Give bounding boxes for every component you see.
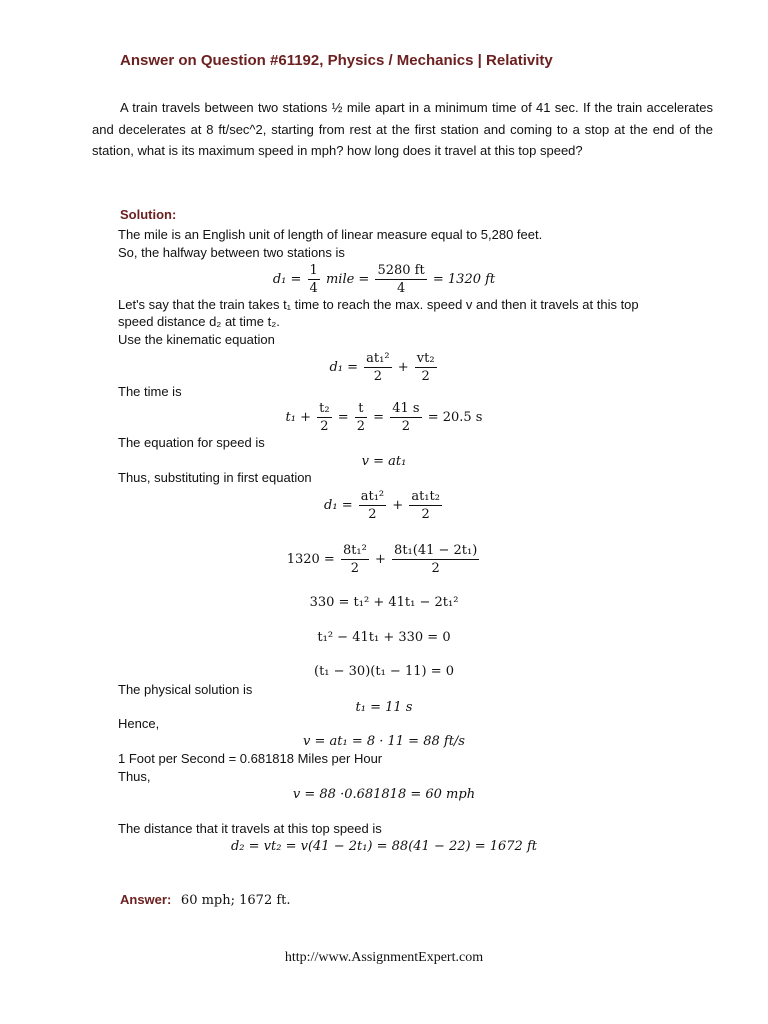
equation-mph bbox=[0, 786, 768, 804]
eq3-fraction-2 bbox=[355, 400, 367, 435]
eq1-fraction-1 bbox=[308, 262, 320, 297]
equation-substituted bbox=[0, 488, 768, 523]
eq3-equals-b: = bbox=[373, 410, 385, 425]
eq1-lhs: d₁ = bbox=[272, 272, 302, 287]
eq3-f2-num: t bbox=[355, 400, 367, 418]
physical-solution-text: The physical solution is bbox=[118, 682, 253, 697]
eq1-f2-den: 4 bbox=[396, 281, 406, 296]
eq3-f1-num: t₂ bbox=[319, 401, 330, 416]
eq6-lhs: 1320 = bbox=[286, 552, 335, 567]
eq5-f1-den: 2 bbox=[368, 507, 377, 522]
eq5-f2-num: at₁t₂ bbox=[411, 489, 440, 504]
eq3-f2-den: 2 bbox=[356, 419, 366, 434]
eq10-text: t₁ = 11 s bbox=[355, 700, 413, 715]
eq3-f1-den: 2 bbox=[320, 419, 329, 434]
answer-label: Answer: bbox=[120, 892, 172, 907]
eq5-fraction-2 bbox=[409, 488, 442, 523]
eq2-fraction-1 bbox=[364, 350, 391, 385]
eq1-rhs: = 1320 ft bbox=[432, 272, 496, 287]
substituting-text: Thus, substituting in first equation bbox=[118, 470, 312, 485]
time-text: The time is bbox=[118, 384, 182, 399]
eq11-text: v = at₁ = 8 · 11 = 88 ft/s bbox=[303, 734, 465, 749]
equation-time bbox=[0, 400, 768, 435]
eq3-rhs: = 20.5 s bbox=[427, 410, 483, 425]
equation-factored bbox=[0, 663, 768, 681]
eq2-f1-num: at₁² bbox=[366, 351, 390, 366]
eq5-f1-num: at₁² bbox=[360, 489, 385, 504]
conversion-text: 1 Foot per Second = 0.681818 Miles per Hour bbox=[118, 751, 383, 766]
answer-value: 60 mph; 1672 ft. bbox=[180, 893, 291, 908]
eq3-fraction-1 bbox=[317, 400, 331, 435]
answer-line bbox=[120, 892, 291, 908]
eq2-f1-den: 2 bbox=[373, 369, 382, 384]
solution-label: Solution: bbox=[120, 207, 177, 222]
eq8-text: t₁² − 41t₁ + 330 = 0 bbox=[317, 630, 451, 645]
speed-equation-text: The equation for speed is bbox=[118, 435, 265, 450]
eq1-f2-num: 5280 ft bbox=[377, 263, 425, 278]
eq2-plus: + bbox=[397, 360, 409, 375]
halfway-text: So, the halfway between two stations is bbox=[118, 245, 345, 260]
footer-url[interactable]: http://www.AssignmentExpert.com bbox=[284, 950, 484, 965]
eq5-fraction-1 bbox=[359, 488, 386, 523]
eq1-f1-num: 1 bbox=[309, 263, 318, 278]
eq6-fraction-1 bbox=[341, 542, 369, 577]
eq3-fraction-3 bbox=[390, 400, 421, 435]
equation-speed bbox=[0, 453, 768, 471]
page-title: Answer on Question #61192, Physics / Mechanics | Relativity bbox=[120, 52, 553, 69]
eq3-lhs: t₁ + bbox=[285, 410, 311, 425]
eq4-text: v = at₁ bbox=[361, 454, 407, 469]
equation-simplified bbox=[0, 594, 768, 612]
eq5-lhs: d₁ = bbox=[324, 498, 353, 513]
eq5-plus: + bbox=[392, 498, 404, 513]
eq3-f3-den: 2 bbox=[401, 419, 411, 434]
equation-quadratic bbox=[0, 629, 768, 647]
eq9-text: (t₁ − 30)(t₁ − 11) = 0 bbox=[314, 664, 454, 679]
mile-definition-text: The mile is an English unit of length of linear measure equal to 5,280 feet. bbox=[118, 227, 543, 242]
thus-text: Thus, bbox=[118, 769, 151, 784]
equation-distance bbox=[0, 838, 768, 856]
equation-max-speed bbox=[0, 733, 768, 751]
kinematic-text: Use the kinematic equation bbox=[118, 332, 275, 347]
equation-t1 bbox=[0, 699, 768, 717]
equation-kinematic bbox=[0, 350, 768, 385]
equation-numeric bbox=[0, 542, 768, 577]
assumption-line-1: Let's say that the train takes t₁ time to reach the max. speed v and then it travels at this top bbox=[118, 297, 639, 312]
assumption-text-2: speed distance d₂ at time t₂. bbox=[118, 314, 280, 329]
eq12-text: v = 88 ·0.681818 = 60 mph bbox=[292, 787, 476, 802]
eq6-f2-den: 2 bbox=[431, 561, 440, 576]
eq13-text: d₂ = vt₂ = v(41 − 2t₁) = 88(41 − 22) = 1672 ft bbox=[230, 839, 537, 854]
eq6-f1-num: 8t₁² bbox=[342, 543, 367, 558]
eq6-plus: + bbox=[375, 552, 386, 567]
eq5-f2-den: 2 bbox=[421, 507, 430, 522]
eq3-equals-a: = bbox=[337, 410, 349, 425]
eq2-f2-den: 2 bbox=[421, 369, 430, 384]
eq6-f1-den: 2 bbox=[350, 561, 360, 576]
eq2-fraction-2 bbox=[415, 350, 437, 385]
hence-text: Hence, bbox=[118, 716, 160, 731]
distance-top-speed-text: The distance that it travels at this top speed is bbox=[118, 821, 382, 836]
eq1-mid: mile = bbox=[325, 272, 370, 287]
eq3-f3-num: 41 s bbox=[392, 401, 420, 416]
eq1-f1-den: 4 bbox=[309, 281, 318, 296]
eq7-text: 330 = t₁² + 41t₁ − 2t₁² bbox=[309, 595, 459, 610]
equation-halfway-distance bbox=[0, 262, 768, 297]
assumption-text-1 bbox=[118, 297, 639, 313]
eq2-f2-num: vt₂ bbox=[416, 351, 435, 366]
eq6-fraction-2 bbox=[392, 542, 479, 577]
eq6-f2-num: 8t₁(41 − 2t₁) bbox=[394, 543, 478, 558]
eq1-fraction-2 bbox=[375, 262, 426, 297]
question-text: A train travels between two stations ½ mile apart in a minimum time of 41 sec. If the train accelerates and decelerates at 8 ft/sec^2, starting from rest at the first station and coming to a stop at the end of the station, what is its maximum speed in mph? how long does it travel at this top speed? bbox=[92, 100, 713, 158]
eq2-lhs: d₁ = bbox=[329, 360, 359, 375]
